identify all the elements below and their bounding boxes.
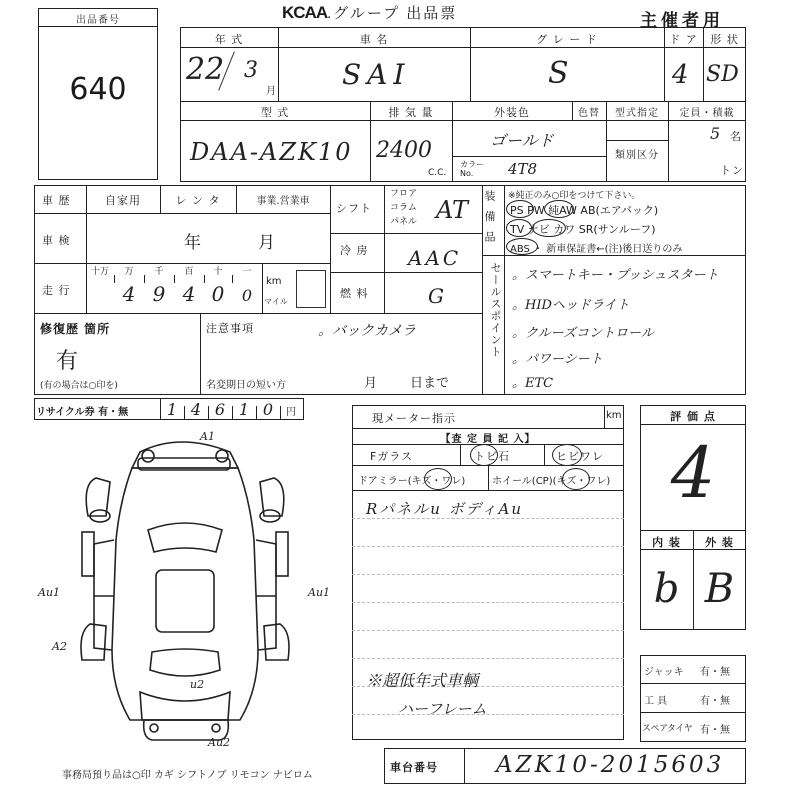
color-value: ゴールド [490,131,554,150]
circle-mark [506,200,534,218]
tools-option[interactable]: 有・無 [700,696,730,707]
grade-label: グ レ ー ド [536,33,598,46]
glass-crack-option[interactable]: ヒビワレ [556,450,604,463]
circle-mark [552,444,582,466]
capacity-unit: 名 [730,130,742,143]
circle-mark [532,219,566,237]
digit-label: 十万 [90,267,109,277]
equipment-label: 装 備 品 [483,190,496,245]
mileage-digit: 0 [241,286,253,305]
circle-mark [562,468,590,490]
shift-label: シフト [336,202,372,215]
circle-mark [506,238,538,255]
sales-point-item: 。パワーシート [512,352,603,367]
brand-name: KCAA [282,3,328,22]
fuel-label: 燃 料 [340,287,369,300]
recycle-digit: 0 [262,400,274,419]
spare-option[interactable]: 有・無 [700,725,730,736]
appraiser-title: 【査 定 員 記 入】 [440,434,536,445]
circle-mark [424,468,452,490]
tools-label: 工 具 [644,696,668,707]
body-value: SD [706,62,739,87]
business-option[interactable]: 事業.営業車 [256,196,310,207]
interior-score-value: b [653,566,680,612]
notes-value: 。バックカメラ [318,323,416,339]
category-label: 類別区分 [615,150,659,161]
overall-score-value: 4 [670,432,716,514]
year-value: 22 [186,52,225,87]
mileage-digit: 4 [122,282,136,306]
displacement-unit: C.C. [428,168,447,178]
recycle-digit: 1 [166,400,178,419]
repair-note: (有の場合は○印を) [40,381,118,391]
mile-label: マイル [264,297,288,306]
recycle-label: リサイクル券 有・無 [36,407,129,418]
equipment-line-1: PS PW 純AW AB(エアバック) [510,204,659,217]
mirror-label: ドアミラー(キズ・ワレ) [358,476,466,487]
diagram-mark-left: Au1 [38,586,61,599]
history-label: 車 歴 [42,194,71,207]
shift-value: AT [436,196,469,224]
appraiser-remark-3: ハーフレーム [398,700,487,718]
ac-value: AAC [408,246,462,270]
digit-label: 百 [184,267,194,277]
designation-label: 型式指定 [615,108,659,119]
digit-label: 万 [124,267,134,277]
jack-option[interactable]: 有・無 [700,667,730,678]
doors-label: ド ア [669,33,698,46]
shift-option-panel[interactable]: パネル [390,217,418,227]
digit-label: 十 [213,267,223,277]
name-value: SAI [342,58,411,91]
digit-label: 千 [154,267,164,277]
chassis-value: AZK10-2015603 [496,752,725,778]
sales-point-item: 。スマートキー・プッシュスタート [512,268,719,283]
model-value: DAA-AZK10 [190,138,353,166]
month-value: 3 [244,58,258,83]
exterior-score-label: 外 装 [705,536,734,549]
sales-point-item: 。ETC [512,376,554,391]
color-no-value: 4T8 [508,160,538,178]
inspection-label: 車 検 [42,234,71,247]
repair-label: 修復歴 箇所 [40,322,111,336]
equipment-note: ※純正のみ○印をつけて下さい。 [508,191,641,201]
car-diagram [38,420,340,760]
recycle-digit: 6 [214,400,226,419]
spare-label: スペアタイヤ [642,724,693,734]
year-label: 年 式 [214,33,244,46]
lot-label: 出品番号 [76,15,120,26]
mirror-option[interactable]: キズ・ワレ [411,476,462,487]
recycle-digit: 1 [238,400,250,419]
color-no-label-2: No. [460,169,474,178]
equipment-line-2: TV ナビ カワ SR(サンルーフ) [510,223,656,236]
exterior-score-value: B [704,566,735,612]
color-no-label [460,160,484,178]
month-unit: 月 [266,86,277,97]
diagram-mark-right: Au1 [308,586,331,599]
model-label: 型 式 [260,106,290,119]
circle-mark [470,444,498,466]
mileage-label: 走 行 [42,284,71,297]
diagram-mark-rear-bottom: Au2 [208,736,231,749]
meter-label: 現メーター指示 [372,412,456,425]
ac-label: 冷 房 [340,244,369,257]
appraiser-remark-2: ※超低年式車輌 [366,671,479,690]
deadline-label: 名変期日の短い方 [206,380,286,391]
load-unit: トン [720,164,744,177]
km-label: km [266,276,282,287]
fuel-value: G [428,284,444,308]
deadline-day-unit: 日まで [410,376,450,391]
equipment-line-3: ABS ・ 新車保証書←(注)後日送りのみ [510,244,683,255]
shift-option-column[interactable]: コラム [390,203,417,213]
glass-chip-option[interactable]: トビ石 [474,450,510,463]
interior-score-label: 内 装 [652,536,681,549]
glass-label: Fガラス [370,450,413,463]
wheel-label: ホイール(CP)(キズ・ワレ) [492,476,611,487]
capacity-label: 定員・積載 [679,108,735,119]
diagram-mark-front: A1 [200,430,215,443]
circle-mark [506,219,532,237]
sales-points-label: セールスポイント [489,262,502,358]
color-change-label: 色替 [578,108,600,119]
appraiser-remark-1: Rパネルu ボディAu [366,500,524,518]
rental-option[interactable]: レ ン タ [175,194,221,207]
host-label: 主催者用 [640,11,724,31]
recycle-unit: 円 [286,407,297,418]
diagram-mark-left-rear: A2 [52,640,67,653]
sales-point-item: 。クルーズコントロール [512,326,654,341]
shift-option-floor[interactable]: フロア [390,189,418,199]
color-no-label-1: カラー [460,160,484,169]
km-checkbox[interactable] [296,270,326,308]
deadline-month-unit: 月 [364,376,379,391]
form-title: .グループ 出品票 [327,5,458,22]
private-option[interactable]: 自家用 [105,194,141,207]
sales-point-item: 。HIDヘッドライト [512,298,630,313]
overall-score-label: 評 価 点 [670,410,716,423]
mileage-digit: 9 [152,282,166,306]
brand-logo [282,2,457,23]
wheel-option[interactable]: キズ・ワレ [556,476,607,487]
name-label: 車 名 [359,33,389,46]
color-label: 外装色 [494,106,530,119]
mileage-digit: 0 [211,282,225,306]
lot-number: 640 [69,72,127,107]
displacement-value: 2400 [376,138,432,163]
notes-label: 注意事項 [206,322,254,335]
diagram-mark-rear: u2 [190,678,205,691]
repair-value: 有 [56,349,79,374]
recycle-digit: 4 [190,400,202,419]
inspection-month-unit: 月 [258,233,275,253]
meter-unit: km [606,410,622,421]
capacity-value: 5 [710,124,721,143]
circle-mark [544,200,574,218]
displacement-label: 排 気 量 [388,106,434,119]
mileage-digit: 4 [182,282,196,306]
inspection-year-unit: 年 [184,233,201,253]
digit-label: 一 [242,267,252,277]
body-label: 形 状 [710,33,739,46]
doors-value: 4 [672,60,689,90]
grade-value: S [548,56,569,91]
chassis-label: 車台番号 [390,761,438,774]
office-items: 事務局預り品は○印 カギ シフトノブ リモコン ナビロム [62,770,313,781]
jack-label: ジャッキ [644,667,684,678]
